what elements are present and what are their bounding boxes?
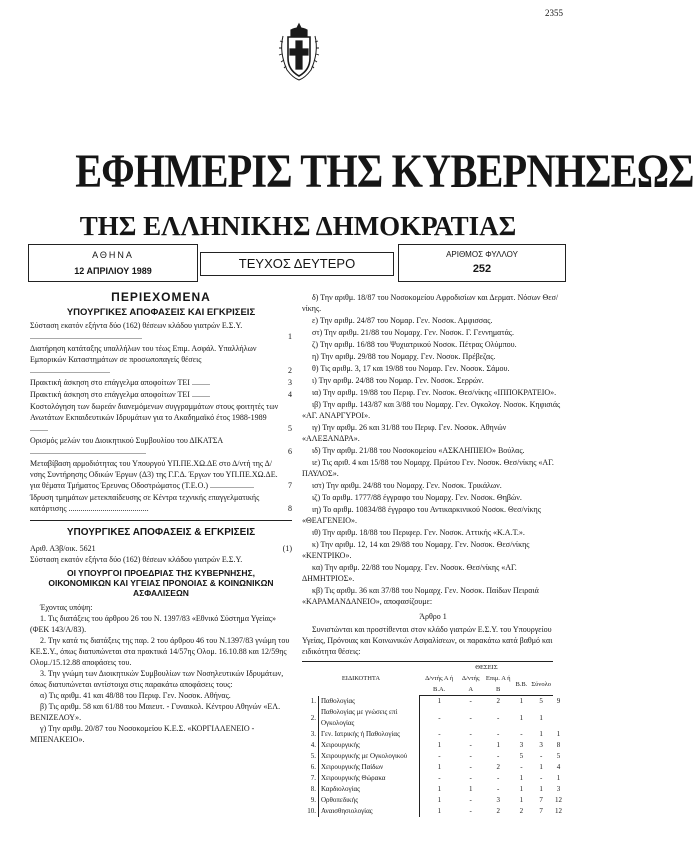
recital-item: ιστ) Την αριθμ. 24/88 του Νομαρχ. Γεν. Νοσοκ. Τρικάλων. <box>312 481 502 490</box>
publication-date: 12 ΑΠΡΙΛΙΟΥ 1989 <box>74 266 152 276</box>
table-cell: - <box>520 763 523 771</box>
recital-item: ζ) Την αριθμ. 16/88 του Ψυχιατρικού Νοσοκ. Πέτρας Ολύμπου. <box>312 340 517 349</box>
table-cell: - <box>438 752 441 760</box>
table-cell: 1 <box>519 774 524 782</box>
table-body <box>302 696 564 818</box>
left-column <box>30 292 292 745</box>
recital-paragraph: 1. Τις διατάξεις του άρθρου 26 του Ν. 1397/83 «Εθνικό Σύστημα Υγείας» (ΦΕΚ 143/Α/83). <box>30 614 276 634</box>
having-in-view: Έχοντας υπόψη: <box>40 603 93 612</box>
recital-item: ε) Την αριθμ. 24/87 του Νομαρ. Γεν. Νοσοκ. Αμφισσας. <box>312 316 493 325</box>
table-cell: 1 <box>437 763 442 771</box>
table-cell: 5 <box>519 752 524 760</box>
row-number: 10. <box>302 806 319 817</box>
recital-item: ια) Την αριθμ. 19/88 του Περιφ. Γεν. Νοσοκ. Θεσ/νίκης «ΙΠΠΟΚΡΑΤΕΙΟ». <box>312 388 557 397</box>
table-cell: 4 <box>556 763 561 771</box>
table-cell: 1 <box>539 763 543 771</box>
toc-item-page: 8 <box>288 504 292 513</box>
table-cell: 12 <box>554 807 562 815</box>
table-cell: - <box>469 697 472 705</box>
table-cell: - <box>438 730 441 738</box>
toc-item <box>30 435 292 457</box>
toc-item <box>30 492 292 514</box>
table-cell: - <box>469 796 472 804</box>
specialty-name: Χειρουργικής <box>319 740 420 751</box>
table-cell: - <box>497 774 500 782</box>
recital-item: ιη) Το αριθμ. 10834/88 έγγραφο του Αντικαρκινικού Νοσοκ. Θεσ/νίκης «ΘΕΑΓΕΝΕΙΟ». <box>302 505 541 525</box>
specialty-name: Παθολογίας <box>319 696 420 708</box>
table-cell: 1 <box>437 807 442 815</box>
recital-item: ιβ) Την αριθμ. 143/87 και 3/88 του Νομαρχ. Γεν. Ογκολογ. Νοσοκ. Κηφισιάς «ΑΓ. ΑΝΑΡΓΥΡΟΙ». <box>302 400 561 420</box>
toc-item-page: 5 <box>288 424 292 433</box>
table-cell: 1 <box>519 713 524 722</box>
decision-number: Αριθ. Α3β/οικ. 5621 <box>30 544 96 553</box>
table-cell: 3 <box>539 741 543 749</box>
recital-item: θ) Τις αριθμ. 3, 17 και 19/88 του Νομαρ. Γεν. Νοσοκ. Σάμου. <box>312 364 510 373</box>
table-cell: - <box>520 730 523 738</box>
table-cell: 1 <box>437 796 442 804</box>
table-cell: 1 <box>539 713 543 722</box>
table-row <box>302 762 564 773</box>
table-row <box>302 751 564 762</box>
table-row <box>302 784 564 795</box>
table-cell: - <box>497 730 500 738</box>
recital-item: κα) Την αριθμ. 22/88 του Νομαρχ. Γεν. Νοσοκ. Θεσ/νίκης «ΑΓ. ΔΗΜΗΤΡΙΟΣ». <box>302 563 517 583</box>
specialty-name: Χειρουργικής με Ογκολογικού <box>319 751 420 762</box>
table-cell: 9 <box>556 696 561 705</box>
toc-item-text: Ορισμός μελών του Διοικητικού Συμβουλίου του ΔΙΚΑΤΣΑ .......................................................... <box>30 436 223 456</box>
recital-paragraph: β) Τις αριθμ. 58 και 61/88 του Μαιευτ. - Γυναικολ. Κέντρου Αθηνών «ΕΛ. ΒΕΝΙΖΕΛΟΥ». <box>30 702 281 722</box>
recital-item: ιθ) Την αριθμ. 18/88 του Περιφερ. Γεν. Νοσοκ. Αττικής «Κ.Α.Τ.». <box>312 528 525 537</box>
table-cell: 2 <box>496 807 500 815</box>
specialty-name: Γεν. Ιατρικής ή Παθολογίας <box>319 729 420 740</box>
toc-item-page: 2 <box>288 366 292 375</box>
specialty-name: Καρδιολογίας <box>319 784 420 795</box>
table-cell: 1 <box>539 730 543 738</box>
toc-item-text: Διατήρηση κατάταξης υπαλλήλων του τέως Επιμ. Ασφάλ. Υπαλλήλων Εμπορικών Καταστημάτων σε προσωποπαγείς θέσεις ........................................ <box>30 344 257 375</box>
toc-item-text: Πρακτική άσκηση στο επάγγελμα αποφοίτων ΤΕΙ ......... <box>30 390 210 399</box>
table-row <box>302 773 564 784</box>
table-cell: - <box>469 713 472 722</box>
row-number: 4. <box>302 740 319 751</box>
recital-item: η) Την αριθμ. 29/88 του Νομαρχ. Γεν. Νοσοκ. Πρέβεζας. <box>312 352 496 361</box>
toc-item <box>30 320 292 342</box>
toc-item <box>30 377 292 388</box>
row-number: 6. <box>302 762 319 773</box>
row-number: 9. <box>302 795 319 806</box>
recital-item: ιζ) Το αριθμ. 1777/88 έγγραφο του Νομαρχ. Γεν. Νοσοκ. Θηβών. <box>312 493 522 502</box>
table-cell: 7 <box>539 807 543 815</box>
toc-item-text: Ίδρυση τμημάτων μετεκπαίδευσης σε Κέντρα τεχνικής επαγγελματικής κατάρτισης ........................................ <box>30 493 260 513</box>
column-header: Β.Β. <box>513 673 529 696</box>
recital-item: κβ) Τις αριθμ. 36 και 37/88 του Νομαρχ. Γεν. Νοσοκ. Παίδων Πειραιά «ΚΑΡΑΜΑΝΔΑΝΕΙΟ», αποφασίζουμε: <box>302 586 539 606</box>
row-number: 7. <box>302 773 319 784</box>
toc-item-text: Σύσταση εκατόν εξήντα δύο (162) θέσεων κλάδου γιατρών Ε.Σ.Υ. ........................................................ <box>30 321 243 341</box>
positions-table <box>302 661 564 817</box>
table-cell: 12 <box>554 796 562 804</box>
toc-item-text: Κοστολόγηση των δωρεάν διανεμόμενων συγγραμμάτων στους φοιτητές των Ανωτάτων Εκπαιδευτικών Ιδρυμάτων για το Ακαδημαϊκό έτος 1988-1989 ......... <box>30 402 279 433</box>
table-cell: 1 <box>496 741 500 749</box>
table-cell: 2 <box>519 807 524 815</box>
table-row <box>302 806 564 817</box>
table-cell: - <box>469 741 472 749</box>
decision-mark: (1) <box>282 544 292 553</box>
toc-item <box>30 389 292 400</box>
toc-item-page: 6 <box>288 447 292 456</box>
table-cell: 1 <box>519 697 524 705</box>
ministers-heading: ΟΙ ΥΠΟΥΡΓΟΙ ΠΡΟΕΔΡΙΑΣ ΤΗΣ ΚΥΒΕΡΝΗΣΗΣ, ΟΙΚΟΝΟΜΙΚΩΝ ΚΑΙ ΥΓΕΙΑΣ ΠΡΟΝΟΙΑΣ & ΚΟΙΝΩΝΙΚΩΝ ΑΣΦΑΛΙΣΕΩΝ <box>48 568 274 598</box>
row-number: 2. <box>302 707 319 729</box>
row-number: 8. <box>302 784 319 795</box>
table-cell <box>553 707 564 729</box>
table-cell: 3 <box>496 796 500 804</box>
specialty-name: Αναισθησιολογίας <box>319 806 420 817</box>
recital-item: ιε) Τις αριθ. 4 και 15/88 του Νομαρχ. Πρώτου Γεν. Νοσοκ. Θεσ/νίκης «ΑΓ. ΠΑΥΛΟΣ». <box>302 458 554 478</box>
toc-title: ΠΕΡΙΕΧΟΜΕΝΑ <box>111 290 211 304</box>
sheet-label: ΑΡΙΘΜΟΣ ΦΥΛΛΟΥ <box>446 250 518 259</box>
toc-item <box>30 343 292 376</box>
recital-paragraph: γ) Την αριθμ. 20/87 του Νοσοκομείου Κ.Ε.Σ. «ΚΟΡΓΙΑΛΕΝΕΙΟ - ΜΠΕΝΑΚΕΙΟ». <box>30 724 255 744</box>
sheet-number-box <box>398 244 566 282</box>
table-cell: - <box>497 752 500 760</box>
recital-item: δ) Την αριθμ. 18/87 του Νοσοκομείου Αφροδισίων και Δερματ. Νόσων Θεσ/νίκης. <box>302 293 559 313</box>
issue-box: ΤΕΥΧΟΣ ΔΕΥΤΕΡΟ <box>200 252 394 276</box>
coat-of-arms-emblem <box>277 22 321 82</box>
recitals <box>30 613 292 745</box>
toc-item-text: Πρακτική άσκηση στο επάγγελμα αποφοίτων ΤΕΙ ......... <box>30 378 210 387</box>
table-row <box>302 696 564 708</box>
table-row <box>302 740 564 751</box>
recital-paragraph: α) Τις αριθμ. 41 και 48/88 του Περιφ. Γεν. Νοσοκ. Αθήνας. <box>40 691 231 700</box>
specialty-name: Χειρουργικής Παίδων <box>319 762 420 773</box>
masthead-title: ΕΦΗΜΕΡΙΣ ΤΗΣ ΚΥΒΕΡΝΗΣΕΩΣ <box>75 145 694 198</box>
toc-section: ΥΠΟΥΡΓΙΚΕΣ ΑΠΟΦΑΣΕΙΣ ΚΑΙ ΕΓΚΡΙΣΕΙΣ <box>66 307 256 318</box>
specialty-header: ΕΙΔΙΚΟΤΗΤΑ <box>302 662 420 696</box>
table-cell: 3 <box>519 741 524 749</box>
column-header: Επιμ. Α ή Β <box>483 673 514 696</box>
table-cell: 8 <box>556 741 561 749</box>
table-cell: 1 <box>437 697 442 705</box>
recital-item: ιδ) Την αριθμ. 21/88 του Νοσοκομείου «ΑΣΚΛΗΠΙΕΙΟ» Βούλας. <box>312 446 525 455</box>
table-row <box>302 729 564 740</box>
recital-paragraph: 2. Την κατά τις διατάξεις της παρ. 2 του άρθρου 46 του Ν.1397/83 γνώμη του ΚΕ.Σ.Υ., όπως διατυπώνεται στα πρακτικά 14/57ης Ολομ. 16.10.88 και 12/59ης Ολομ./15.12.88 αποφάσεις του. <box>30 636 290 667</box>
decision-subject: Σύσταση εκατόν εξήντα δύο (162) θέσεων κλάδου γιατρών Ε.Σ.Υ. <box>30 555 243 564</box>
row-number: 1. <box>302 696 319 708</box>
table-cell: 1 <box>437 785 442 793</box>
table-cell: - <box>497 713 500 722</box>
recital-item: ι) Την αριθμ. 24/88 του Νομαρ. Γεν. Νοσοκ. Σερρών. <box>312 376 484 385</box>
recital-item: κ) Την αριθμ. 12, 14 και 29/88 του Νομαρχ. Γεν. Νοσοκ. Θεσ/νίκης «ΚΕΝΤΡΙΚΟ». <box>302 540 530 560</box>
table-cell: 2 <box>496 763 500 771</box>
column-header: Δ/ντής Α <box>458 673 482 696</box>
sheet-number: 252 <box>472 263 492 275</box>
masthead-subtitle: ΤΗΣ ΕΛΛΗΝΙΚΗΣ ΔΗΜΟΚΡΑΤΙΑΣ <box>79 211 517 241</box>
recitals-continued <box>302 292 564 607</box>
table-cell: 1 <box>519 796 524 804</box>
date-box <box>28 244 198 282</box>
article-heading: Άρθρο 1 <box>419 612 447 621</box>
article-text: Συνιστώνται και προστίθενται στον κλάδο γιατρών Ε.Σ.Υ. του Υπουργείου Υγείας, Πρόνοιας και Κοινωνικών Ασφαλίσεων, οι παρακάτω κατά βαθμό και ειδικότητα θέσεις: <box>302 625 553 656</box>
column-header: Σύνολο <box>529 673 553 696</box>
divider <box>30 520 292 521</box>
table-row <box>302 795 564 806</box>
table-cell: - <box>540 752 543 760</box>
positions-header: ΘΕΣΕΙΣ <box>420 662 553 674</box>
column-header: Δ/ντής Α ή Β.Α. <box>420 673 459 696</box>
table-cell: 7 <box>539 796 543 804</box>
table-cell: - <box>469 807 472 815</box>
table-cell: - <box>438 713 441 722</box>
table-cell: 1 <box>556 774 561 782</box>
row-number: 5. <box>302 751 319 762</box>
table-cell: - <box>469 763 472 771</box>
page-number: 2355 <box>545 8 563 18</box>
table-cell: - <box>469 752 472 760</box>
decision-number-line <box>30 543 292 554</box>
table-cell: - <box>497 785 500 793</box>
toc-item-page: 3 <box>288 378 292 387</box>
table-cell: 2 <box>496 697 500 705</box>
section-heading: ΥΠΟΥΡΓΙΚΕΣ ΑΠΟΦΑΣΕΙΣ & ΕΓΚΡΙΣΕΙΣ <box>66 527 256 538</box>
table-cell: 1 <box>519 785 524 793</box>
recital-item: ιγ) Την αριθμ. 26 και 31/88 του Περιφ. Γεν. Νοσοκ. Αθηνών «ΑΛΕΞΑΝΔΡΑ». <box>302 423 507 443</box>
table-cell: - <box>540 774 543 782</box>
recital-item: στ) Την αριθμ. 21/88 του Νομαρχ. Γεν. Νοσοκ. Γ. Γεννηματάς. <box>312 328 514 337</box>
table-cell: 1 <box>556 730 561 738</box>
table-cell: - <box>438 774 441 782</box>
table-cell: 1 <box>437 741 442 749</box>
specialty-name: Παθολογίας με γνώσεις επί Ογκολογίας <box>319 707 420 729</box>
table-cell: 1 <box>539 785 543 793</box>
table-cell: 5 <box>556 752 561 760</box>
toc-item-page: 4 <box>288 390 292 399</box>
row-number: 3. <box>302 729 319 740</box>
toc-item-text: Μεταβίβαση αρμοδιότητας του Υπουργού ΥΠ.ΠΕ.ΧΩ.ΔΕ στο Δ/ντή της Δ/νσης Συντήρησης Οδικών Έργων (Δ3) της Γ.Γ.Δ. Έργων του ΥΠ.ΠΕ.ΧΩ.ΔΕ. για θέματα Τμήματος Έρευνας Οδοστρώματος (Τ.Ε.Ο.) ...................... <box>30 459 278 490</box>
table-cell: - <box>469 774 472 782</box>
table-cell: - <box>469 730 472 738</box>
recital-paragraph: 3. Την γνώμη των Διοικητικών Συμβουλίων των Νοσηλευτικών Ιδρυμάτων, όπως διατυπώνεται αντίστοιχα στις παρακάτω αποφάσεις τους: <box>30 669 284 689</box>
specialty-name: Ορθοπεδικής <box>319 795 420 806</box>
table-cell: 1 <box>468 785 473 793</box>
table-cell: 3 <box>556 785 561 793</box>
toc-item <box>30 458 292 491</box>
city: ΑΘΗΝΑ <box>92 250 134 260</box>
specialty-name: Χειρουργικής Θώρακα <box>319 773 420 784</box>
right-column <box>302 292 564 817</box>
toc-item <box>30 401 292 434</box>
toc-list <box>30 320 292 514</box>
toc-item-page: 7 <box>288 481 292 490</box>
toc-item-page: 1 <box>288 332 292 341</box>
table-row <box>302 707 564 729</box>
table-cell: 5 <box>539 697 543 705</box>
